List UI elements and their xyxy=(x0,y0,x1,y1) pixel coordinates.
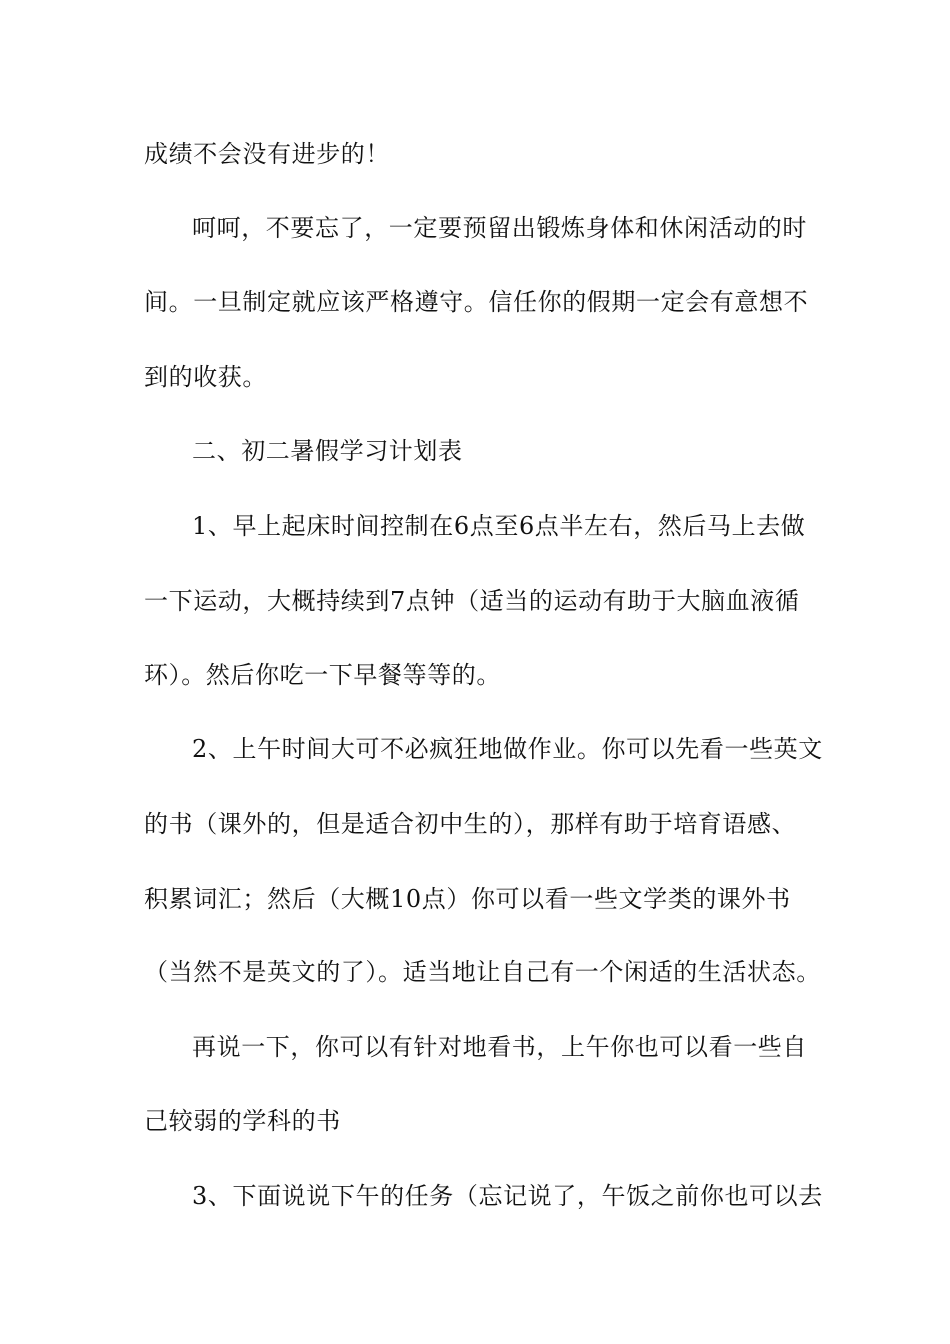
text-line-6: 1、早上起床时间控制在6点至6点半左右，然后马上去做 xyxy=(192,512,806,540)
text-line-1: 成绩不会没有进步的！ xyxy=(144,140,390,168)
text-line-15: 3、下面说说下午的任务（忘记说了，午饭之前你也可以去 xyxy=(192,1182,823,1210)
text-line-4: 到的收获。 xyxy=(144,363,267,391)
text-line-8: 环）。然后你吃一下早餐等等的。 xyxy=(144,661,501,689)
text-line-11: 积累词汇；然后（大概10点）你可以看一些文学类的课外书 xyxy=(144,885,791,913)
text-line-13: 再说一下，你可以有针对地看书，上午你也可以看一些自 xyxy=(192,1033,807,1061)
text-line-12: （当然不是英文的了）。适当地让自己有一个闲适的生活状态。 xyxy=(144,958,821,986)
text-line-14: 己较弱的学科的书 xyxy=(144,1107,341,1135)
text-line-7: 一下运动，大概持续到7点钟（适当的运动有助于大脑血液循 xyxy=(144,587,800,615)
text-line-2: 呵呵，不要忘了，一定要预留出锻炼身体和休闲活动的时 xyxy=(192,214,807,242)
section-heading: 二、初二暑假学习计划表 xyxy=(192,437,463,465)
text-line-3: 间。一旦制定就应该严格遵守。信任你的假期一定会有意想不 xyxy=(144,288,809,316)
text-line-9: 2、上午时间大可不必疯狂地做作业。你可以先看一些英文 xyxy=(192,735,823,763)
text-line-10: 的书（课外的，但是适合初中生的），那样有助于培育语感、 xyxy=(144,810,797,838)
